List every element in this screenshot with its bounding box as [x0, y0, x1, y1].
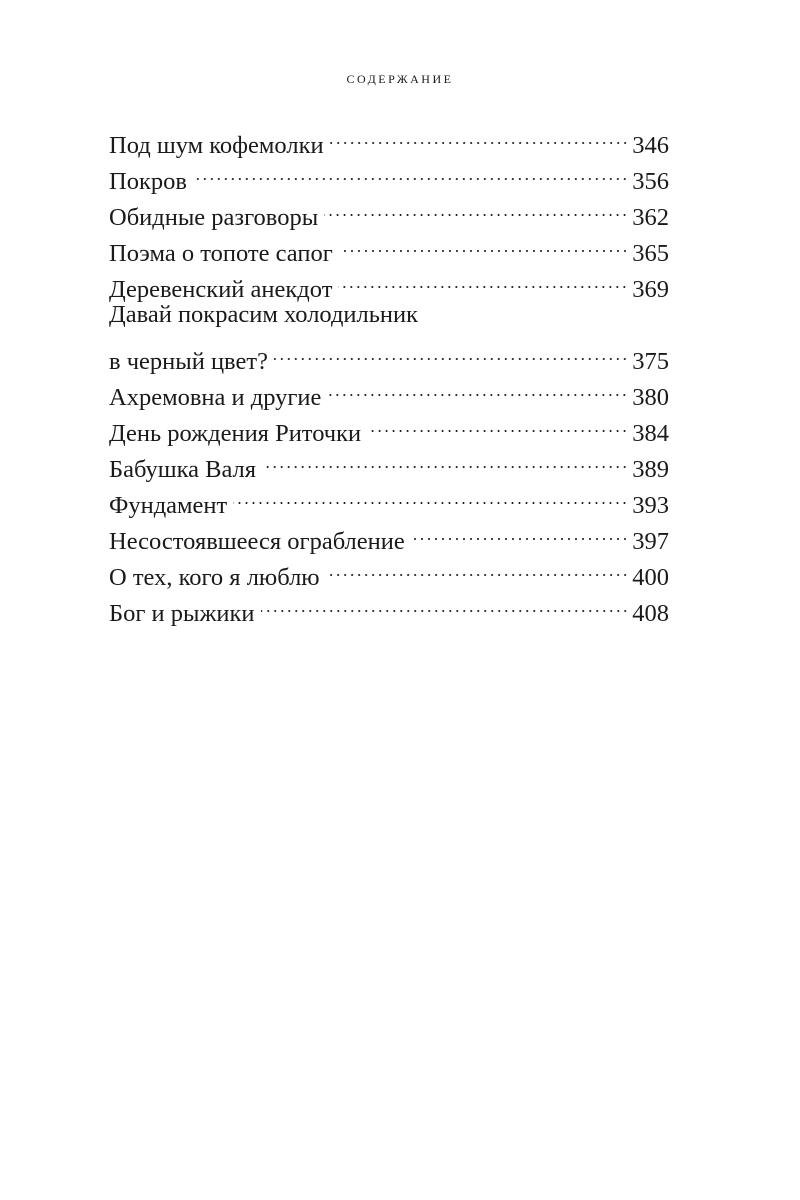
- toc-entry: [109, 189, 669, 231]
- dot-leader: [261, 585, 629, 621]
- toc-entry-page: 389: [632, 456, 669, 483]
- toc-entry-page: 397: [632, 528, 669, 555]
- dot-leader: [327, 369, 628, 405]
- toc-entry: [109, 297, 669, 375]
- toc-entry-page: 384: [632, 420, 669, 447]
- toc-entry-page: 408: [632, 600, 669, 627]
- toc-entry-title: Обидные разговоры: [109, 204, 319, 231]
- page-heading: содержание: [346, 68, 454, 87]
- dot-leader: [339, 225, 628, 261]
- dot-leader: [233, 477, 628, 513]
- table-of-contents: [109, 117, 669, 627]
- dot-leader: [262, 441, 628, 477]
- toc-entry-page: 362: [632, 204, 669, 231]
- toc-entry-page: 375: [632, 348, 669, 375]
- toc-entry-title: День рождения Риточки: [109, 420, 362, 447]
- toc-entry-title-line1: Давай покрасим холодильник: [109, 301, 419, 328]
- toc-entry-title: Покров: [109, 168, 187, 195]
- toc-entry-page: 365: [632, 240, 669, 267]
- dot-leader: [367, 405, 628, 441]
- toc-entry-title: Деревенский анекдот: [109, 276, 333, 303]
- toc-entry-page: 356: [632, 168, 669, 195]
- dot-leader: [411, 513, 628, 549]
- dot-leader: [326, 549, 629, 585]
- dot-leader: [338, 261, 628, 297]
- toc-entry: [109, 153, 669, 195]
- dot-leader: [330, 117, 629, 153]
- toc-entry-title: Бабушка Валя: [109, 456, 257, 483]
- toc-entry-title: Ахремовна и другие: [109, 384, 322, 411]
- toc-entry-title: О тех, кого я люблю: [109, 564, 320, 591]
- toc-entry-page: 346: [632, 132, 669, 159]
- dot-leader: [274, 333, 628, 369]
- toc-entry-title: Несостоявшееся ограбление: [109, 528, 405, 555]
- toc-entry-page: 393: [632, 492, 669, 519]
- toc-entry-page: 369: [632, 276, 669, 303]
- toc-entry-title: Поэма о топоте сапог: [109, 240, 333, 267]
- toc-entry-page: 380: [632, 384, 669, 411]
- toc-entry-title: Под шум кофемолки: [109, 132, 324, 159]
- toc-entry-page: 400: [632, 564, 669, 591]
- toc-entry-title-line2: в черный цвет?: [109, 348, 268, 375]
- dot-leader: [193, 153, 628, 189]
- dot-leader: [324, 189, 628, 225]
- toc-entry: [109, 117, 669, 159]
- toc-entry-title: Бог и рыжики: [109, 600, 255, 627]
- toc-entry-title: Фундамент: [109, 492, 228, 519]
